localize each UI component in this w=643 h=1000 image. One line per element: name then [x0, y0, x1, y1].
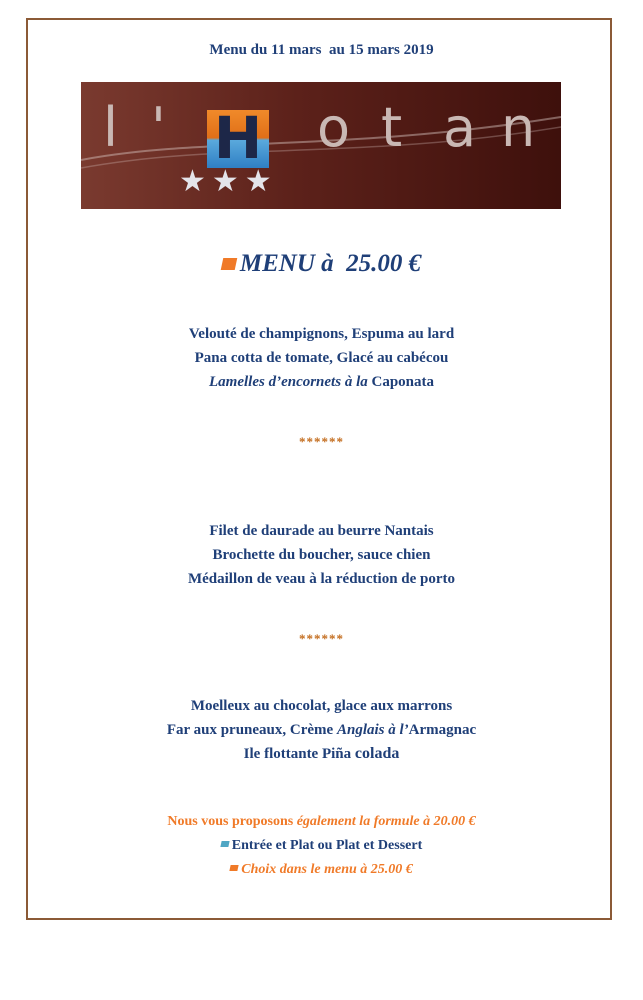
dessert-text: Armagnac — [408, 722, 477, 738]
desserts-section — [0, 694, 643, 766]
course-separator: ****** — [299, 631, 344, 646]
logo-letter-t: t — [381, 96, 403, 159]
menu-date-line: Menu du 11 mars au 15 mars 2019 — [209, 42, 434, 58]
entrees-section — [0, 322, 643, 394]
menu-title-text: MENU à 25.00 € — [239, 250, 422, 277]
dessert-text-italic: Anglais à l’ — [336, 722, 409, 738]
offer-text: Entrée et Plat ou Plat et Dessert — [231, 838, 423, 853]
logo-stars: ★★★ — [179, 165, 278, 198]
course-separator: ****** — [299, 434, 344, 449]
bullet-square-icon — [221, 258, 238, 270]
entree-item — [0, 370, 643, 394]
offer-text: Choix dans le menu à 25.00 € — [241, 862, 413, 877]
bullet-square-icon — [220, 841, 229, 847]
formula-offer — [0, 810, 643, 882]
entree-item-regular: Caponata — [367, 374, 434, 390]
dessert-item: Moelleux au chocolat, glace aux marrons — [190, 698, 453, 714]
logo-letter-n: n — [501, 96, 536, 159]
dessert-item — [0, 742, 643, 766]
plat-item: Filet de daurade au beurre Nantais — [209, 523, 434, 539]
logo-letter-o: o — [317, 96, 351, 159]
logo-letter-a: a — [443, 96, 477, 159]
logo-letter-l: l — [103, 96, 119, 159]
plat-item: Médaillon de veau à la réduction de porto — [187, 571, 456, 587]
entree-item-italic: Lamelles d’encornets à la — [209, 374, 368, 390]
dessert-text-large: colada — [354, 745, 400, 762]
offer-text: Nous vous proposons — [167, 814, 297, 829]
entree-item: Pana cotta de tomate, Glacé au cabécou — [194, 350, 449, 366]
bullet-square-icon — [230, 865, 239, 871]
offer-line-3 — [0, 858, 643, 882]
plat-item: Brochette du boucher, sauce chien — [212, 547, 431, 563]
dessert-text: Ile flottante Piña — [243, 746, 355, 762]
entree-item: Velouté de champignons, Espuma au lard — [188, 326, 455, 342]
offer-text-italic: également la formule à 20.00 € — [296, 814, 476, 829]
offer-line-2 — [0, 834, 643, 858]
menu-title — [0, 250, 643, 278]
plats-section — [0, 519, 643, 591]
hotel-logo — [81, 82, 561, 209]
logo-letter-h: H — [213, 104, 263, 172]
logo-apostrophe: ' — [151, 96, 166, 159]
offer-line-1 — [0, 810, 643, 834]
dessert-text: Far aux pruneaux, Crème — [166, 722, 337, 738]
dessert-item — [0, 718, 643, 742]
